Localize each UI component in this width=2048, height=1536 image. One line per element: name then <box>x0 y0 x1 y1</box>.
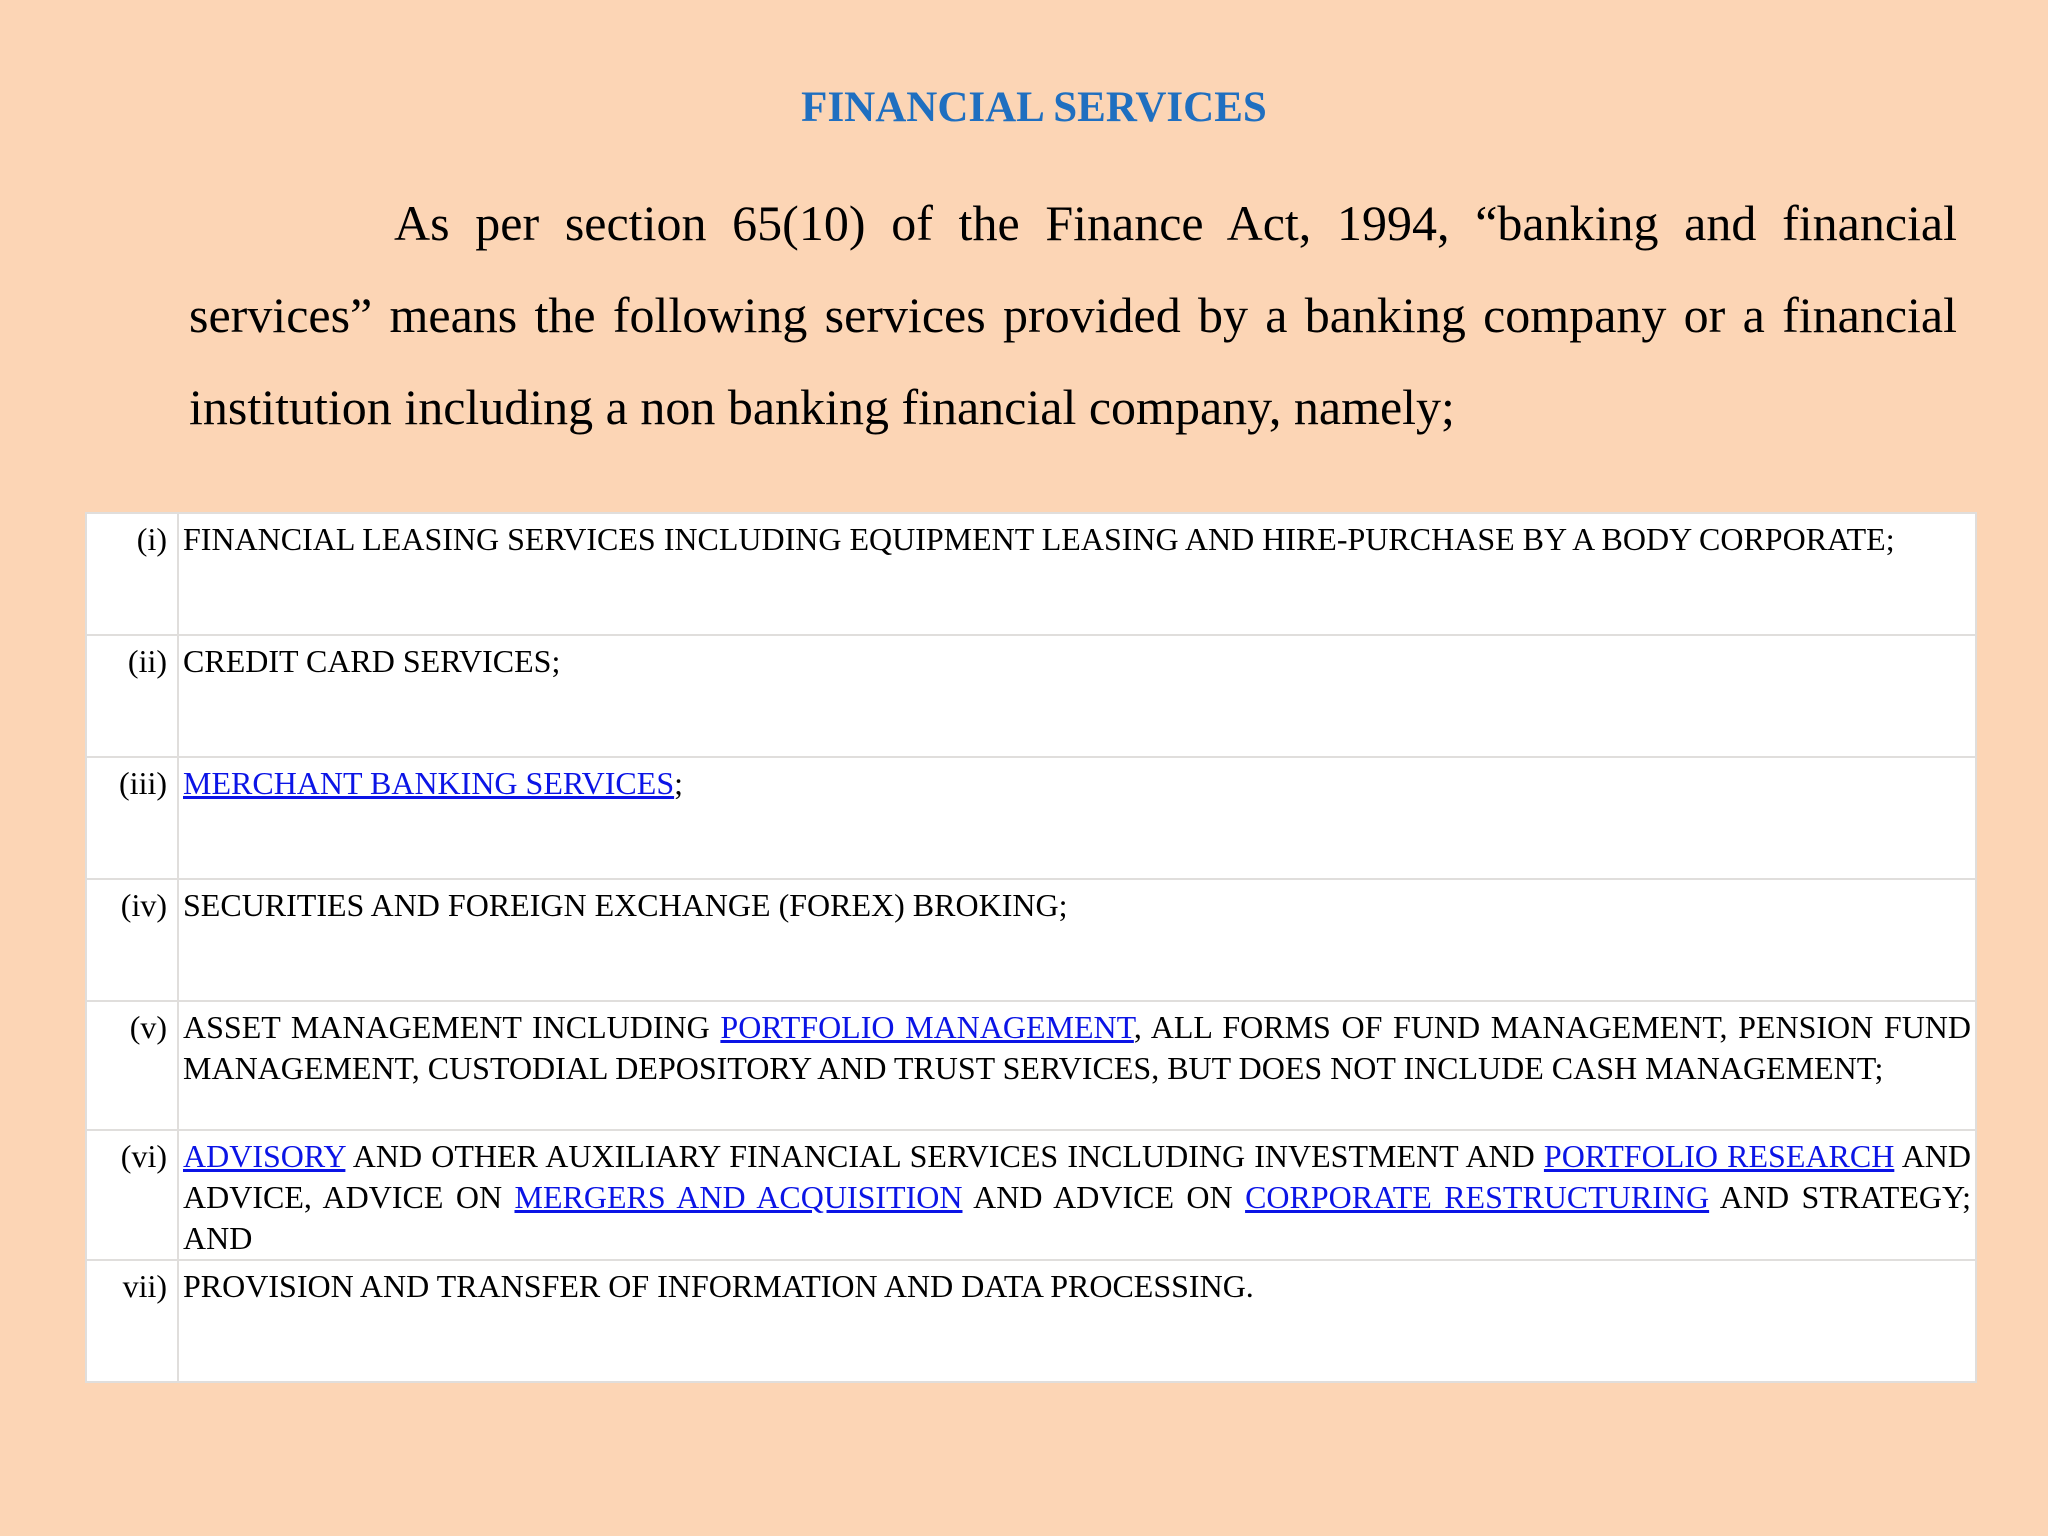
item-description <box>178 635 1976 757</box>
item-text: AND ADVICE, ADVICE ON <box>183 1138 1972 1215</box>
service-link[interactable]: PORTFOLIO RESEARCH <box>1543 1138 1895 1174</box>
item-text: CREDIT CARD SERVICES; <box>183 643 561 679</box>
item-text: AND STRATEGY; AND <box>183 1179 1972 1256</box>
item-number: (i) <box>86 513 178 635</box>
item-description <box>178 1260 1976 1382</box>
intro-paragraph: As per section 65(10) of the Finance Act, 1994, “banking and financial services” means the following services provided by a banking company or a financial institution including a non banking financial company, namely; <box>189 195 1957 435</box>
item-number: (vi) <box>86 1130 178 1260</box>
table-row <box>86 1260 1976 1382</box>
page-title: FINANCIAL SERVICES <box>801 84 1267 131</box>
table-row <box>86 635 1976 757</box>
item-number: (v) <box>86 1001 178 1130</box>
table-row <box>86 513 1976 635</box>
item-text: AND ADVICE ON <box>962 1179 1246 1215</box>
item-number: (iii) <box>86 757 178 879</box>
service-link[interactable]: MERGERS AND ACQUISITION <box>514 1179 963 1215</box>
services-table <box>85 512 1977 1383</box>
item-text: ASSET MANAGEMENT INCLUDING <box>183 1009 721 1045</box>
item-text: PROVISION AND TRANSFER OF INFORMATION AND DATA PROCESSING. <box>183 1268 1254 1304</box>
item-text: , ALL FORMS OF FUND MANAGEMENT, PENSION FUND MANAGEMENT, CUSTODIAL DEPOSITORY AND TRUST SERVICES, BUT DOES NOT INCLUDE CASH MANAGEMENT; <box>183 1009 1972 1086</box>
item-text: AND OTHER AUXILIARY FINANCIAL SERVICES INCLUDING INVESTMENT AND <box>345 1138 1544 1174</box>
item-number: vii) <box>86 1260 178 1382</box>
item-text: FINANCIAL LEASING SERVICES INCLUDING EQUIPMENT LEASING AND HIRE-PURCHASE BY A BODY CORPORATE; <box>183 521 1895 557</box>
services-table-body <box>86 513 1976 1382</box>
service-link[interactable]: ADVISORY <box>183 1138 346 1174</box>
item-description <box>178 1130 1976 1260</box>
table-row <box>86 1130 1976 1260</box>
item-description <box>178 513 1976 635</box>
table-row <box>86 879 1976 1001</box>
service-link[interactable]: CORPORATE RESTRUCTURING <box>1245 1179 1710 1215</box>
item-description <box>178 879 1976 1001</box>
table-row <box>86 1001 1976 1130</box>
item-description <box>178 1001 1976 1130</box>
item-description <box>178 757 1976 879</box>
table-row <box>86 757 1976 879</box>
item-number: (ii) <box>86 635 178 757</box>
item-number: (iv) <box>86 879 178 1001</box>
service-link[interactable]: PORTFOLIO MANAGEMENT <box>720 1009 1134 1045</box>
item-text: ; <box>674 765 683 801</box>
item-text: SECURITIES AND FOREIGN EXCHANGE (FOREX) BROKING; <box>183 887 1068 923</box>
service-link[interactable]: MERCHANT BANKING SERVICES <box>183 765 675 801</box>
